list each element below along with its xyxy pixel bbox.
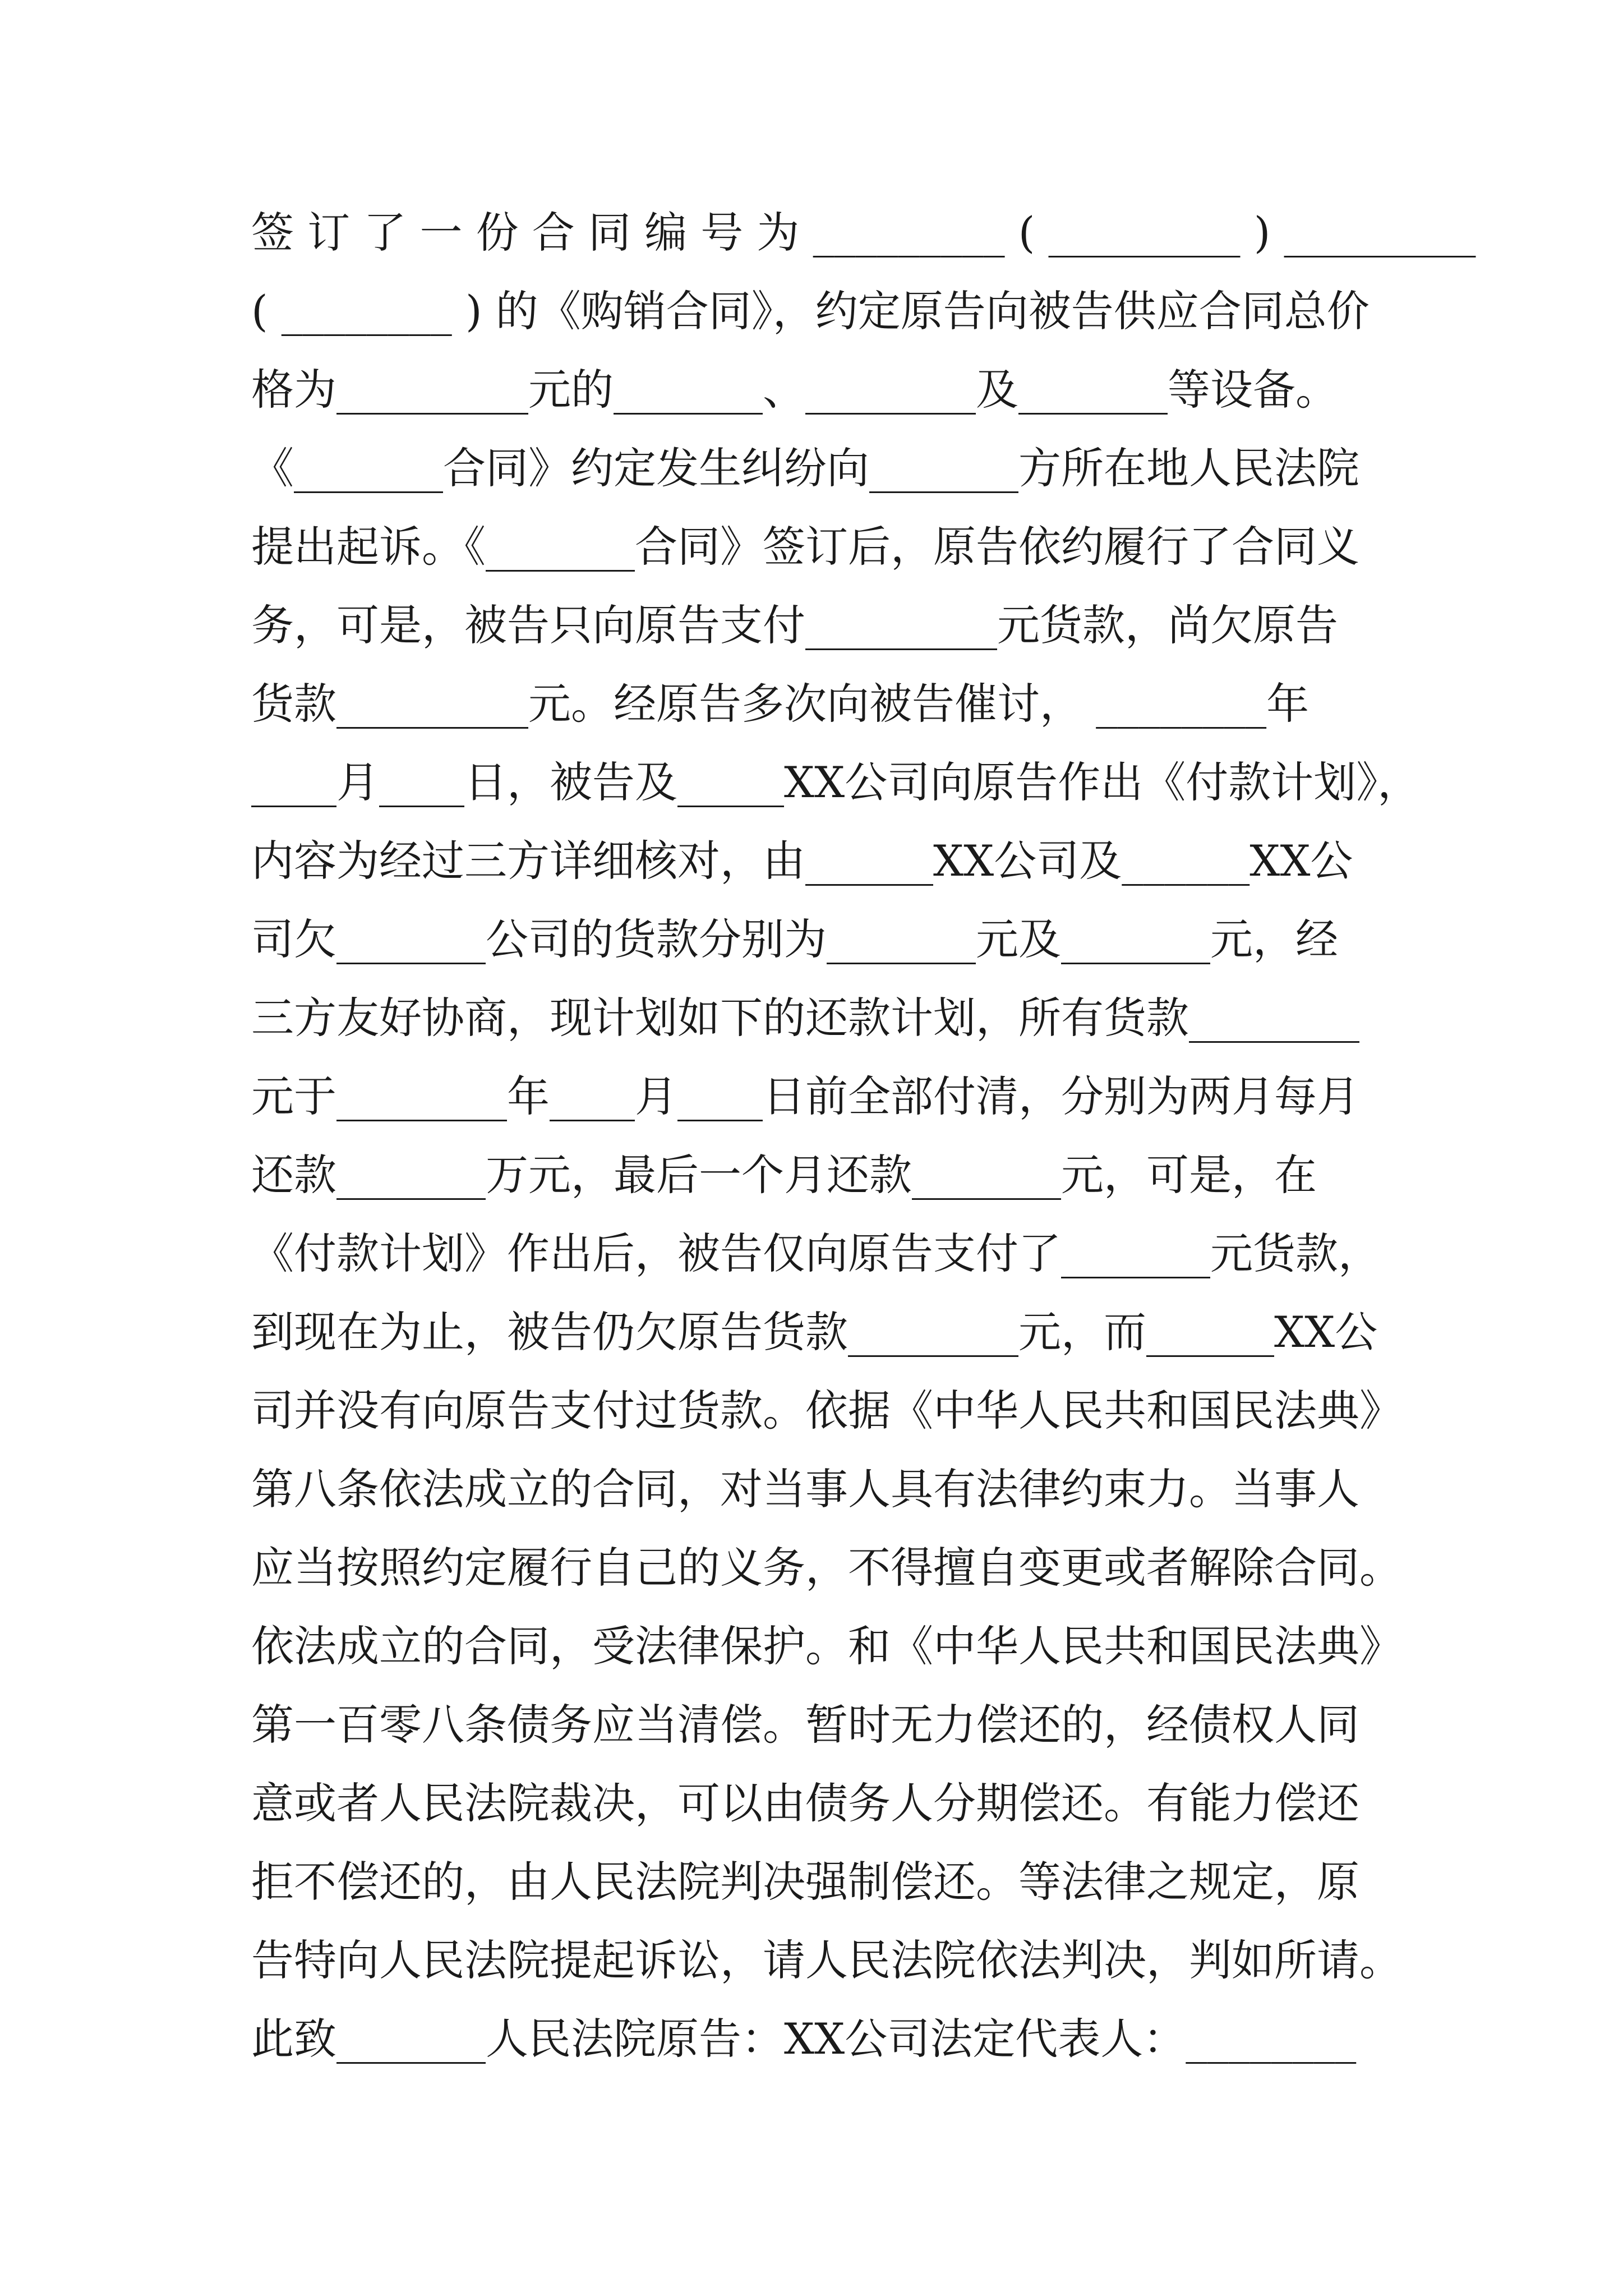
- text-line-24: 此致_______人民法院原告：XX公司法定代表人：________: [251, 2014, 1357, 2064]
- text-line-16: 司并没有向原告支付过货款。依据《中华人民共和国民法典》: [251, 1386, 1402, 1435]
- text-line-18: 应当按照约定履行自己的义务，不得擅自变更或者解除合同。: [251, 1543, 1402, 1593]
- complaint-body-text: [251, 205, 1476, 2090]
- text-line-15: 到现在为止，被告仍欠原告货款________元，而______XX公: [251, 1307, 1378, 1357]
- text-line-21: 意或者人民法院裁决，可以由债务人分期偿还。有能力偿还: [251, 1778, 1359, 1828]
- text-line-20: 第一百零八条债务应当清偿。暂时无力偿还的，经债权人同: [251, 1700, 1359, 1750]
- text-line-7: 货款_________元。经原告多次向被告催讨， ________年: [251, 679, 1310, 729]
- text-line-3: 格为_________元的_______、________及_______等设备。: [251, 365, 1338, 415]
- text-line-9: 内容为经过三方详细核对，由______XX公司及______XX公: [251, 836, 1353, 886]
- text-line-17: 第八条依法成立的合同，对当事人具有法律约束力。当事人: [251, 1464, 1359, 1514]
- text-line-11: 三方友好协商，现计划如下的还款计划，所有货款________: [251, 993, 1359, 1043]
- text-line-6: 务，可是，被告只向原告支付_________元货款，尚欠原告: [251, 600, 1338, 650]
- text-line-1: 签 订 了 一 份 合 同 编 号 为 _________ ( _________ ) _________: [251, 208, 1476, 257]
- text-line-12: 元于________年____月____日前全部付清，分别为两月每月: [251, 1071, 1359, 1121]
- text-line-23: 告特向人民法院提起诉讼，请人民法院依法判决，判如所请。: [251, 1935, 1402, 1985]
- text-line-2: ( ________ ) 的《购销合同》，约定原告向被告供应合同总价: [251, 286, 1370, 336]
- text-line-22: 拒不偿还的，由人民法院判决强制偿还。等法律之规定，原: [251, 1857, 1359, 1907]
- text-line-14: 《付款计划》作出后，被告仅向原告支付了_______元货款，: [251, 1228, 1381, 1278]
- text-line-4: 《_______合同》约定发生纠纷向_______方所在地人民法院: [251, 443, 1359, 493]
- text-line-5: 提出起诉。《_______合同》签订后，原告依约履行了合同义: [251, 522, 1359, 572]
- text-line-19: 依法成立的合同，受法律保护。和《中华人民共和国民法典》: [251, 1621, 1402, 1671]
- text-line-13: 还款_______万元，最后一个月还款_______元，可是，在: [251, 1150, 1317, 1200]
- text-line-8: ____月____日，被告及_____XX公司向原告作出《付款计划》，: [251, 757, 1421, 807]
- text-line-10: 司欠_______公司的货款分别为_______元及_______元，经: [251, 914, 1338, 964]
